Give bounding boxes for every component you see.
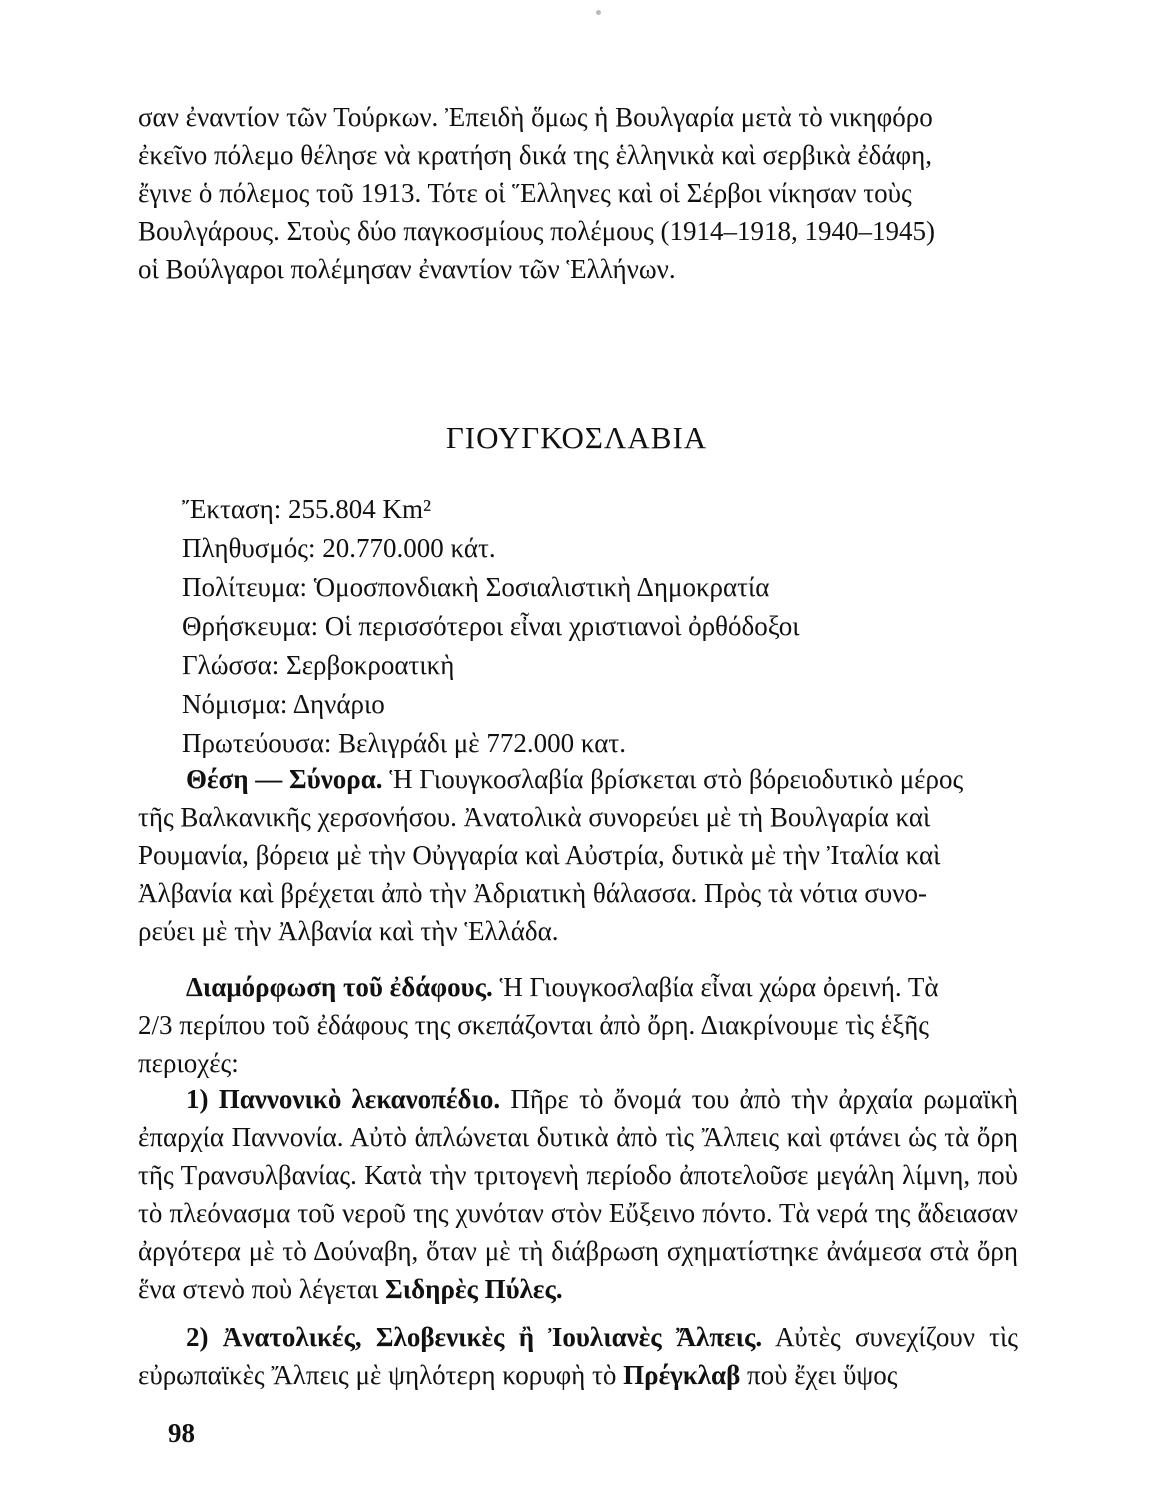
- section-heading: Θέση — Σύνορα.: [186, 764, 383, 794]
- fact-label: Πρωτεύουσα:: [182, 728, 332, 758]
- eastern-alps-item: [138, 1318, 1018, 1394]
- pannonian-basin-item: [138, 1080, 1018, 1308]
- fact-label: Θρήσκευμα:: [182, 611, 319, 641]
- text-line: ἐκεῖνο πόλεμο θέλησε νὰ κρατήση δικά της ἑλληνικὰ καὶ σερβικὰ ἐδάφη,: [138, 140, 932, 170]
- item-bold-term: Σιδηρὲς Πύλες.: [385, 1274, 563, 1304]
- text-line: Ρουμανία, βόρεια μὲ τὴν Οὐγγαρία καὶ Αὐστρία, δυτικὰ μὲ τὴν Ἰταλία καὶ: [138, 840, 941, 870]
- fact-label: Πολίτευμα:: [182, 572, 308, 602]
- item-bold-term: Πρέγκλαβ: [623, 1360, 741, 1390]
- text-line: 2/3 περίπου τοῦ ἐδάφους της σκεπάζονται ἀπὸ ὄρη. Διακρίνουμε τὶς ἑξῆς: [138, 1010, 929, 1040]
- fact-value: Σερβοκροατικὴ: [285, 650, 455, 680]
- text-line: Ἀλβανία καὶ βρέχεται ἀπὸ τὴν Ἀδριατικὴ θάλασσα. Πρὸς τὰ νότια συνο-: [138, 878, 927, 908]
- section-title: ΓΙΟΥΓΚΟΣΛΑΒΙΑ: [445, 420, 708, 455]
- fact-government: [182, 568, 800, 607]
- item-heading: 2) Ἀνατολικές, Σλοβενικὲς ἢ Ἰουλιανὲς Ἄλπεις.: [186, 1322, 763, 1352]
- fact-value: Δηνάριο: [292, 689, 385, 719]
- fact-religion: [182, 607, 800, 646]
- fact-value: 20.770.000 κάτ.: [322, 533, 496, 563]
- text-line: ρεύει μὲ τὴν Ἀλβανία καὶ τὴν Ἑλλάδα.: [138, 916, 559, 946]
- section-text: Ἡ Γιουγκοσλαβία βρίσκεται στὸ βόρειοδυτικὸ μέρος: [389, 764, 964, 794]
- country-facts: [182, 490, 800, 763]
- text-line: σαν ἐναντίον τῶν Τούρκων. Ἐπειδὴ ὅμως ἡ Βουλγαρία μετὰ τὸ νικηφόρο: [138, 102, 933, 132]
- position-borders-section: [138, 760, 1018, 950]
- fact-capital: [182, 724, 800, 763]
- item-text: ποὺ ἔχει ὕψος: [747, 1360, 898, 1390]
- fact-label: Πληθυσμός:: [182, 533, 316, 563]
- fact-currency: [182, 685, 800, 724]
- item-paragraph: [138, 1318, 1018, 1394]
- fact-area: [182, 490, 800, 529]
- fact-value: Οἱ περισσότεροι εἶναι χριστιανοὶ ὀρθόδοξοι: [324, 611, 800, 641]
- fact-language: [182, 646, 800, 685]
- section-heading: Διαμόρφωση τοῦ ἐδάφους.: [186, 972, 493, 1002]
- fact-label: Γλώσσα:: [182, 650, 280, 680]
- page-number: 98: [168, 1418, 195, 1448]
- text-line: περιοχές:: [138, 1048, 239, 1078]
- item-text: Πῆρε τὸ ὄνομά του ἀπὸ τὴν ἀρχαία ρωμαϊκὴ ἐπαρχία Παννονία. Αὐτὸ ἁπλώνεται δυτικὰ ἀπὸ τὶς Ἄλπεις καὶ φτάνει ὡς τὰ ὄρη τῆς Τρανσυλβανίας. Κατὰ τὴν τριτογενὴ περίοδο ἀποτελοῦσε μεγάλη λίμνη, ποὺ τὸ πλεόνασμα τοῦ νεροῦ της χυνόταν στὸν Εὔξεινο πόντο. Τὰ νερά της ἄδειασαν ἀργότερα μὲ τὸ Δούναβη, ὅταν μὲ τὴ διάβρωση σχηματίστηκε ἀνάμεσα στὰ ὄρη ἕνα στενὸ ποὺ λέγεται: [138, 1084, 1019, 1304]
- text-line: ἔγινε ὁ πόλεμος τοῦ 1913. Τότε οἱ Ἕλληνες καὶ οἱ Σέρβοι νίκησαν τοὺς: [138, 178, 912, 208]
- text-line: [138, 760, 1018, 798]
- relief-section: [138, 968, 1018, 1082]
- text-line: [138, 968, 1018, 1006]
- fact-value: Ὁμοσπονδιακὴ Σοσιαλιστικὴ Δημοκρατία: [313, 572, 770, 602]
- speck-mark: [596, 10, 601, 15]
- item-text: Αὐτὲς συνεχίζουν τὶς εὐρωπαϊκὲς Ἄλπεις μὲ ψηλότερη κορυφὴ τὸ: [138, 1322, 1018, 1390]
- fact-label: Ἔκταση:: [182, 494, 282, 524]
- text-line: Βουλγάρους. Στοὺς δύο παγκοσμίους πολέμους (1914–1918, 1940–1945): [138, 216, 935, 246]
- fact-value: Βελιγράδι μὲ 772.000 κατ.: [338, 728, 626, 758]
- fact-label: Νόμισμα:: [182, 689, 288, 719]
- section-text: Ἡ Γιουγκοσλαβία εἶναι χώρα ὀρεινή. Τὰ: [499, 972, 939, 1002]
- item-paragraph: [138, 1080, 1018, 1308]
- text-line: οἱ Βούλγαροι πολέμησαν ἐναντίον τῶν Ἑλλήνων.: [138, 254, 676, 284]
- fact-value: 255.804 Km²: [287, 494, 432, 524]
- item-heading: 1) Παννονικὸ λεκανοπέδιο.: [186, 1084, 501, 1114]
- text-line: τῆς Βαλκανικῆς χερσονήσου. Ἀνατολικὰ συνορεύει μὲ τὴ Βουλγαρία καὶ: [138, 802, 931, 832]
- fact-population: [182, 529, 800, 568]
- intro-paragraph: [138, 98, 1018, 288]
